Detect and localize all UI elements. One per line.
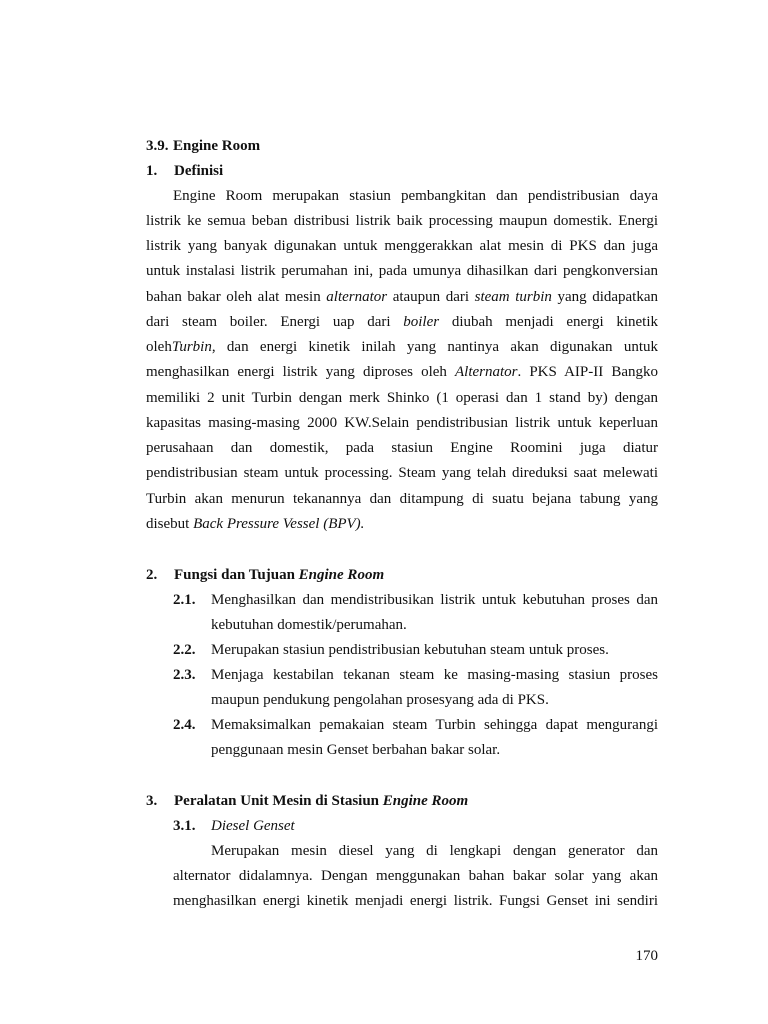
paragraph-line: menghasilkan energi listrik yang diproses oleh Alternator. PKS AIP-II Bangko <box>146 364 658 380</box>
paragraph-line: untuk instalasi listrik perumahan ini, pada umunya dihasilkan dari pengkonversian <box>146 263 658 279</box>
list-item: 2.4. Memaksimalkan pemakaian steam Turbin sehingga dapat mengurangi <box>173 717 658 733</box>
part2-number: 2. <box>146 567 158 583</box>
paragraph-line: dari steam boiler. Energi uap dari boiler diubah menjadi energi kinetik <box>146 314 658 330</box>
section-title: Engine Room <box>173 138 261 154</box>
part1-heading <box>146 161 658 181</box>
part1-number: 1. <box>146 163 158 179</box>
paragraph-line: alternator didalamnya. Dengan menggunakan bahan bakar solar yang akan <box>173 868 658 884</box>
paragraph-line: memiliki 2 unit Turbin dengan merk Shinko (1 operasi dan 1 stand by) dengan <box>146 390 658 406</box>
paragraph-line: bahan bakar oleh alat mesin alternator ataupun dari steam turbin yang didapatkan <box>146 289 658 305</box>
list-item-continuation: kebutuhan domestik/perumahan. <box>211 617 407 633</box>
list-item-continuation: penggunaan mesin Genset berbahan bakar solar. <box>211 742 501 758</box>
list-item: 2.2. Merupakan stasiun pendistribusian kebutuhan steam untuk proses. <box>173 642 609 658</box>
paragraph-line: kapasitas masing-masing 2000 KW.Selain pendistribusian listrik untuk keperluan <box>146 415 658 431</box>
part2-heading <box>146 565 658 585</box>
list-item: 2.3. Menjaga kestabilan tekanan steam ke masing-masing stasiun proses <box>173 667 658 683</box>
part2-title: Fungsi dan Tujuan <box>174 567 299 583</box>
part3-title: Peralatan Unit Mesin di Stasiun <box>174 793 383 809</box>
part3-number: 3. <box>146 793 158 809</box>
paragraph-line: Engine Room merupakan stasiun pembangkitan dan pendistribusian daya <box>173 188 658 204</box>
page-number: 170 <box>635 948 658 964</box>
section-number: 3.9. <box>146 138 169 154</box>
subsection-title: Diesel Genset <box>211 818 295 834</box>
paragraph-line: perusahaan dan domestik, pada stasiun Engine Roomini juga diatur <box>146 440 658 456</box>
paragraph-line: pendistribusian steam untuk processing. Steam yang telah direduksi saat melewati <box>146 465 658 481</box>
part3-title-italic: Engine Room <box>382 793 469 809</box>
paragraph-line: menghasilkan energi kinetik menjadi energi listrik. Fungsi Genset ini sendiri <box>173 893 658 909</box>
paragraph-line: Turbin akan menurun tekanannya dan ditampung di suatu bejana tabung yang <box>146 491 658 507</box>
paragraph-line: olehTurbin, dan energi kinetik inilah yang nantinya akan digunakan untuk <box>146 339 658 355</box>
part1-title: Definisi <box>174 163 224 179</box>
part2-title-italic: Engine Room <box>298 567 385 583</box>
subsection-heading <box>173 816 658 836</box>
paragraph-line: Merupakan mesin diesel yang di lengkapi dengan generator dan <box>211 843 658 859</box>
list-item-continuation: maupun pendukung pengolahan prosesyang ada di PKS. <box>211 692 549 708</box>
paragraph-line: listrik ke semua beban distribusi listrik baik processing maupun domestik. Energi <box>146 213 658 229</box>
part3-heading <box>146 791 658 811</box>
list-item: 2.1. Menghasilkan dan mendistribusikan listrik untuk kebutuhan proses dan <box>173 592 658 608</box>
subsection-number: 3.1. <box>173 818 196 834</box>
paragraph-line: listrik yang banyak digunakan untuk menggerakkan alat mesin di PKS dan juga <box>146 238 658 254</box>
paragraph-line: disebut Back Pressure Vessel (BPV). <box>146 516 365 532</box>
section-heading <box>146 136 658 156</box>
